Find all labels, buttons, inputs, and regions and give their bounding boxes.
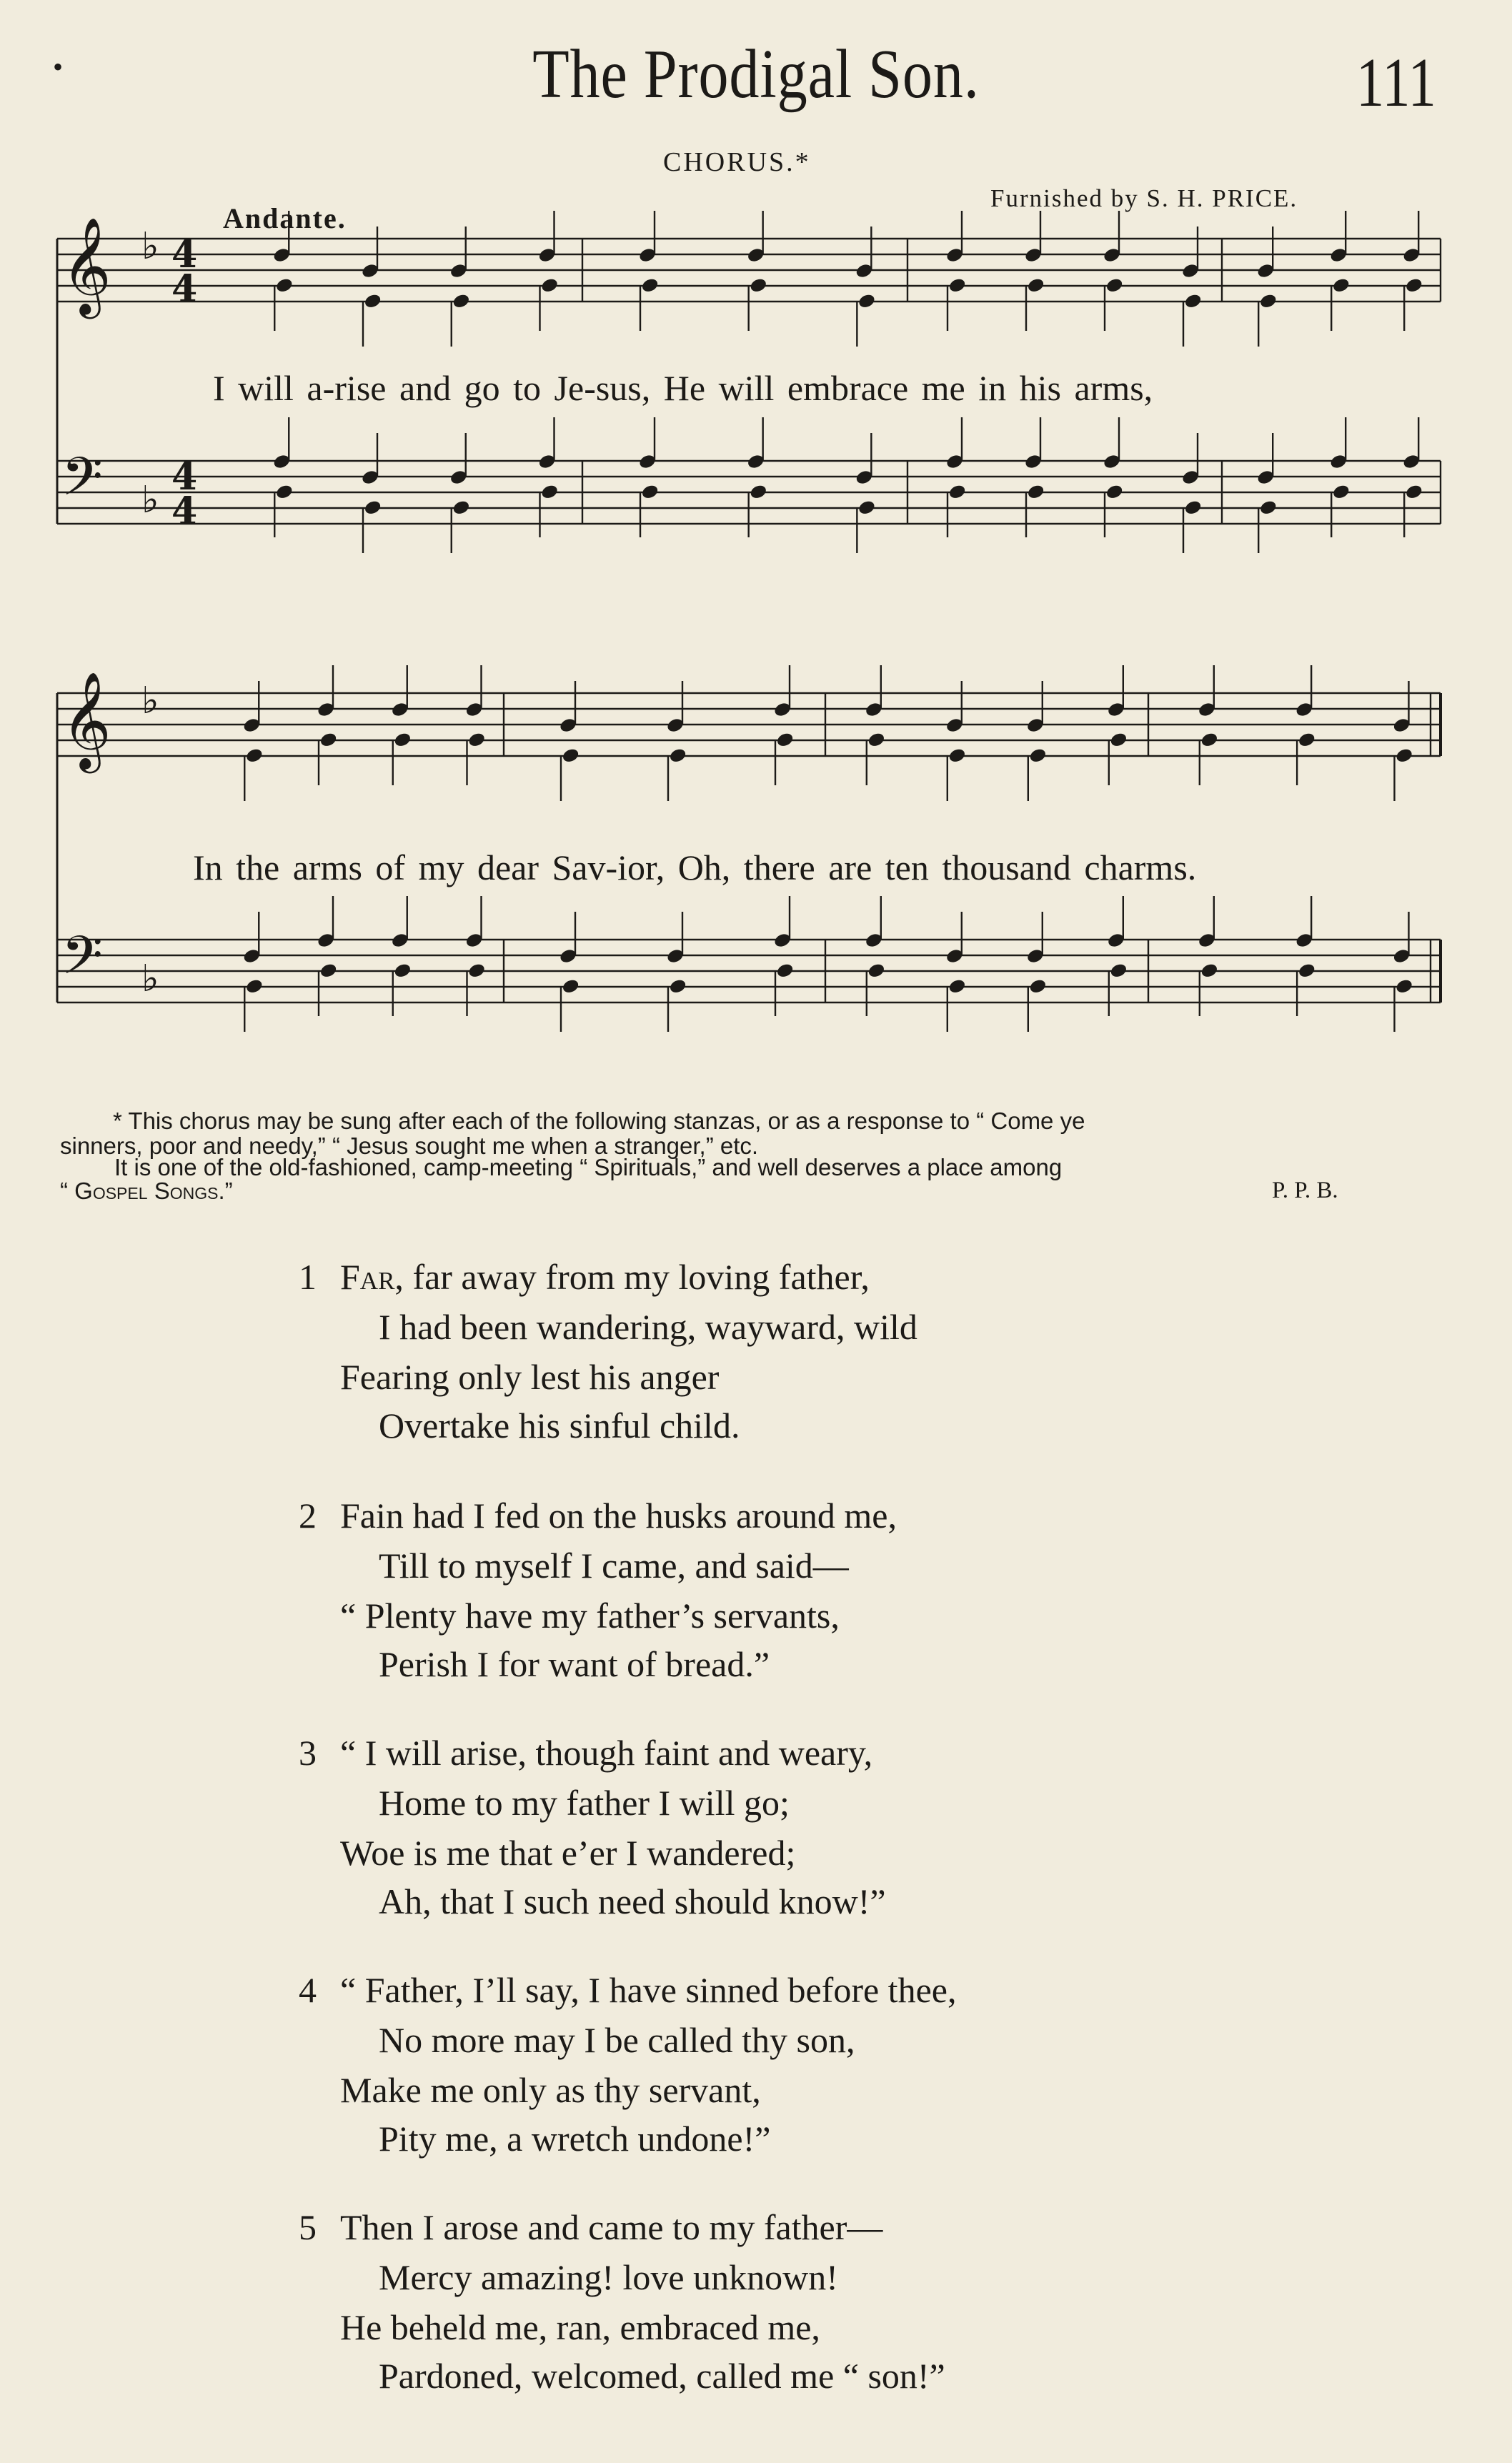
note-head [1297,731,1316,748]
verse-line: Ah, that I such need should know!” [379,1881,886,1921]
note-head [867,731,886,748]
bass-clef: 𝄢 [61,446,103,521]
verse-line: Fearing only lest his anger [340,1357,720,1397]
note-head [540,277,559,294]
verse-line: Home to my father I will go; [379,1783,790,1823]
note-head [749,277,768,294]
furnished-by-credit: Furnished by S. H. PRICE. [990,184,1298,212]
verse-line: Then I arose and came to my father— [340,2207,883,2247]
note-head [275,277,294,294]
page-number: 111 [1356,44,1436,121]
note-head [363,292,382,309]
note-head [1028,747,1048,764]
time-signature-bottom: 4 [171,489,198,533]
note-head [857,292,877,309]
time-signature-top: 4 [171,455,198,499]
verse-line: Make me only as thy servant, [340,2070,761,2110]
note-heads [242,211,1423,1032]
note-head [640,483,660,500]
note-head [1183,292,1203,309]
verse-number: 2 [299,1496,317,1536]
tempo-marking: Andante. [223,202,347,234]
note-head [1200,731,1219,748]
note-head [1258,499,1278,516]
note-head [668,977,687,995]
verse-line: I had been wandering, wayward, wild [379,1307,917,1347]
note-head [948,483,967,500]
note-head [561,747,580,764]
note-head [1395,747,1414,764]
note-head [540,483,559,500]
verse-line: “ Plenty have my father’s servants, [340,1596,840,1636]
corner-mark: • [53,51,64,83]
note-head [1028,977,1048,995]
note-head [1109,731,1128,748]
note-head [1331,277,1351,294]
verse-line: “ Father, I’ll say, I have sinned before thee, [340,1970,957,2010]
bass-clef: 𝄢 [61,925,103,1000]
footnote-line-4: “ Gospel Songs.” [60,1178,233,1204]
note-head [640,277,660,294]
time-signature-top: 4 [171,233,198,277]
note-head [467,962,487,979]
verse-line: He beheld me, ran, embraced me, [340,2307,820,2347]
footnote-line-3: It is one of the old-fashioned, camp-meeting “ Spirituals,” and well deserves a place among [114,1154,1063,1180]
footnote-line-1: * This chorus may be sung after each of the following stanzas, or as a response to “ Come ye [113,1108,1085,1134]
lyrics-line-2: In the arms of my dear Sav-ior, Oh, there are ten thousand charms. [193,847,1197,887]
verse-number: 3 [299,1733,317,1773]
note-head [1026,277,1045,294]
note-head [452,292,471,309]
note-head [467,731,487,748]
note-head [393,731,412,748]
verse-number: 1 [299,1257,317,1297]
note-head [393,962,412,979]
note-head [749,483,768,500]
key-signature-flat: ♭ [141,680,159,722]
note-head [1297,962,1316,979]
note-head [1404,277,1423,294]
music-score [0,0,1512,1100]
verse-line: Pardoned, welcomed, called me “ son!” [379,2356,945,2396]
note-head [948,277,967,294]
note-head [1404,483,1423,500]
note-head [857,499,877,516]
clefs-and-signatures [61,216,197,1000]
verse-line [340,1256,870,1298]
key-signature-flat: ♭ [141,957,159,1000]
verse-number: 5 [299,2207,317,2247]
note-head [775,962,795,979]
footnote-line-2: sinners, poor and needy,” “ Jesus sought me when a stranger,” etc. [60,1133,759,1159]
note-head [1109,962,1128,979]
note-head [1258,292,1278,309]
note-head [1395,977,1414,995]
note-head [948,977,967,995]
verse-line: Till to myself I came, and said— [379,1546,849,1586]
note-head [775,731,795,748]
verse-line: Pity me, a wretch undone!” [379,2119,771,2159]
verse-line: No more may I be called thy son, [379,2020,855,2060]
key-signature-flat: ♭ [141,225,159,268]
footnote-signature: P. P. B. [1272,1178,1338,1203]
lyrics-line-1: I will a-rise and go to Je-sus, He will embrace me in his arms, [213,368,1153,408]
note-head [245,977,264,995]
note-head [1200,962,1219,979]
note-head [948,747,967,764]
verse-line: Perish I for want of bread.” [379,1644,770,1684]
verse-line: “ I will arise, though faint and weary, [340,1733,873,1773]
note-head [363,499,382,516]
key-signature-flat: ♭ [141,479,159,522]
verse-line-text: far away from my loving father, [403,1257,870,1297]
note-head [1183,499,1203,516]
page-title: The Prodigal Son. [532,36,980,113]
note-head [275,483,294,500]
verse-line: Mercy amazing! love unknown! [379,2257,838,2297]
note-head [1105,277,1124,294]
note-head [1331,483,1351,500]
verse-line: Fain had I fed on the husks around me, [340,1496,897,1536]
note-head [561,977,580,995]
treble-clef: 𝄞 [61,670,111,769]
note-head [1105,483,1124,500]
verse-line: Overtake his sinful child. [379,1405,740,1446]
note-head [668,747,687,764]
note-head [319,962,338,979]
note-head [452,499,471,516]
chorus-label: CHORUS.* [663,147,811,177]
note-head [245,747,264,764]
note-head [867,962,886,979]
verse-first-word: Far, [340,1257,404,1297]
treble-clef: 𝄞 [61,216,111,314]
time-signature-bottom: 4 [171,267,198,311]
verse-line: Woe is me that e’er I wandered; [340,1833,796,1873]
verse-number: 4 [299,1970,317,2010]
note-head [319,731,338,748]
note-head [1026,483,1045,500]
